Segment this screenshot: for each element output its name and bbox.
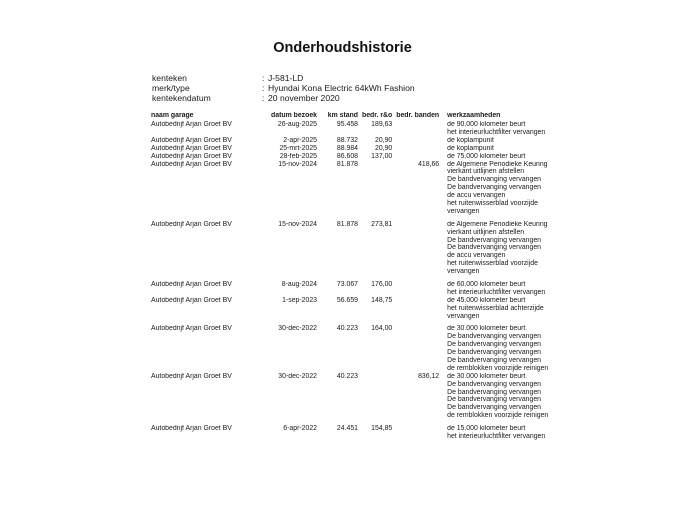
work-item: vierkant uitlijnen afstellen [447,228,525,236]
work-item: vervangen [447,312,480,320]
work-item: de 45.000 kilometer beurt [447,296,526,304]
cell-km: 88.732 [336,136,358,144]
work-item: het interieurluchtfilter vervangen [447,128,546,136]
cell-garage: Autobedrijf Arjan Groet BV [151,325,232,333]
table-row [151,121,553,137]
cell-bedr: 20,90 [375,144,393,152]
header-km: km stand [327,112,358,119]
cell-werkzaamheden [443,137,553,145]
cell-datum: 6-apr-2022 [283,425,317,433]
info-label: merk/type [152,83,190,94]
table-row [151,221,553,276]
cell-garage: Autobedrijf Arjan Groet BV [151,372,232,380]
info-value: 20 november 2020 [268,93,340,104]
cell-werkzaamheden [443,373,553,420]
info-row-kenteken [152,73,415,83]
cell-datum: 30-dec-2022 [278,325,317,333]
table-row [151,281,553,297]
cell-km: 40.223 [336,372,358,380]
cell-bedr [362,373,396,420]
cell-werkzaamheden [443,161,553,216]
work-item: de remblokken voorzijde reinigen [447,364,549,372]
info-separator: : [262,93,265,104]
cell-garage: Autobedrijf Arjan Groet BV [151,296,232,304]
vehicle-info [152,73,415,104]
work-item: de Algemene Periodieke Keuring [447,160,548,168]
cell-km: 40.223 [336,325,358,333]
table-header-row [151,112,553,121]
cell-bedr [362,161,396,216]
work-item: de 30.000 kilometer beurt [447,325,526,333]
cell-garage: Autobedrijf Arjan Groet BV [151,160,232,168]
work-item: De bandvervanging vervangen [447,333,541,341]
cell-km: 81.878 [336,220,358,228]
cell-bedr: 148,75 [371,296,393,304]
work-item: De bandvervanging vervangen [447,396,541,404]
cell-werkzaamheden [443,121,553,137]
work-item: de koplampunit [447,136,494,144]
cell-werkzaamheden [443,325,553,372]
cell-werkzaamheden [443,221,553,276]
info-separator: : [262,83,265,94]
work-item: de 60.000 kilometer beurt [447,280,526,288]
cell-bedr: 164,00 [371,325,393,333]
header-banden: bedr. banden [396,112,440,119]
cell-banden: 418,66 [418,160,440,168]
work-item: het ruitenwisserblad voorzijde [447,199,538,207]
work-item: de 75.000 kilometer beurt [447,152,526,160]
work-item: de 30.000 kilometer beurt [447,372,526,380]
table-row [151,297,553,321]
work-item: de 90.000 kilometer beurt [447,121,526,128]
cell-bedr: 189,63 [371,121,393,128]
table-row [151,425,553,441]
cell-garage: Autobedrijf Arjan Groet BV [151,144,232,152]
cell-garage: Autobedrijf Arjan Groet BV [151,152,232,160]
work-item: vervangen [447,268,480,276]
work-item: De bandvervanging vervangen [447,184,541,192]
cell-banden [396,221,443,276]
table-row [151,373,553,420]
table-row [151,153,553,161]
header-werkzaamheden: werkzaamheden [447,112,501,119]
cell-garage: Autobedrijf Arjan Groet BV [151,220,232,228]
work-item: De bandvervanging vervangen [447,380,541,388]
cell-werkzaamheden [443,425,553,441]
work-item: vierkant uitlijnen afstellen [447,168,525,176]
cell-km: 86.608 [336,152,358,160]
work-item: vervangen [447,207,480,215]
cell-banden [396,121,443,137]
cell-banden: 836,12 [418,372,440,380]
cell-bedr: 273,81 [371,220,393,228]
work-item: De bandvervanging vervangen [447,176,541,184]
cell-bedr: 20,90 [375,136,393,144]
info-value: J-581-LD [268,73,304,83]
cell-werkzaamheden [443,145,553,153]
cell-datum: 15-nov-2024 [278,220,317,228]
work-item: de remblokken voorzijde reinigen [447,412,549,420]
cell-banden [396,425,443,441]
work-item: het interieurluchtfilter vervangen [447,433,546,440]
work-item: het ruitenwisserblad voorzijde [447,260,538,268]
cell-werkzaamheden [443,153,553,161]
cell-bedr: 154,85 [371,425,393,433]
table-row [151,161,553,216]
cell-km: 56.659 [336,296,358,304]
header-bedr: bedr. r&o [362,112,393,119]
cell-datum: 26-aug-2025 [277,121,317,128]
work-item: de Algemene Periodieke Keuring [447,220,548,228]
cell-banden [396,325,443,372]
table-row [151,145,553,153]
page-title: Onderhoudshistorie [273,40,412,56]
work-item: De bandvervanging vervangen [447,236,541,244]
header-garage: naam garage [151,112,194,119]
cell-banden [396,281,443,297]
table-row [151,325,553,372]
cell-garage: Autobedrijf Arjan Groet BV [151,280,232,288]
cell-datum: 25-mrt-2025 [279,144,317,152]
history-table [151,112,553,441]
cell-datum: 8-aug-2024 [281,280,317,288]
table-row [151,137,553,145]
cell-datum: 15-nov-2024 [278,160,317,168]
cell-km: 88.984 [336,144,358,152]
info-label: kentekendatum [152,93,211,104]
info-row-merk-type [152,83,415,93]
header-datum: datum bezoek [271,112,317,119]
cell-werkzaamheden [443,281,553,297]
cell-km: 24.451 [336,425,358,433]
work-item: het ruitenwisserblad achterzijde [447,304,544,312]
cell-km: 81.878 [336,160,358,168]
work-item: de 15.000 kilometer beurt [447,425,526,433]
work-item: de accu vervangen [447,252,506,260]
work-item: De bandvervanging vervangen [447,244,541,252]
cell-datum: 2-apr-2025 [283,136,317,144]
cell-banden [396,153,443,161]
cell-garage: Autobedrijf Arjan Groet BV [151,425,232,433]
info-label: kenteken [152,73,187,83]
cell-bedr: 137,00 [371,152,393,160]
table-body [151,121,553,441]
work-item: de accu vervangen [447,192,506,200]
work-item: De bandvervanging vervangen [447,388,541,396]
cell-km: 95.458 [336,121,358,128]
cell-werkzaamheden [443,297,553,321]
info-row-kentekendatum [152,93,415,103]
cell-datum: 30-dec-2022 [278,372,317,380]
cell-km: 73.067 [336,280,358,288]
work-item: De bandvervanging vervangen [447,341,541,349]
cell-datum: 1-sep-2023 [282,296,317,304]
work-item: het interieurluchtfilter vervangen [447,288,546,296]
info-value: Hyundai Kona Electric 64kWh Fashion [268,83,415,94]
work-item: De bandvervanging vervangen [447,356,541,364]
cell-banden [396,297,443,321]
info-separator: : [262,73,265,83]
work-item: De bandvervanging vervangen [447,404,541,412]
cell-datum: 28-feb-2025 [279,152,317,160]
cell-garage: Autobedrijf Arjan Groet BV [151,121,232,128]
work-item: de koplampunit [447,144,494,152]
cell-garage: Autobedrijf Arjan Groet BV [151,136,232,144]
work-item: De bandvervanging vervangen [447,349,541,357]
cell-banden [396,145,443,153]
cell-bedr: 176,00 [371,280,393,288]
cell-banden [396,137,443,145]
